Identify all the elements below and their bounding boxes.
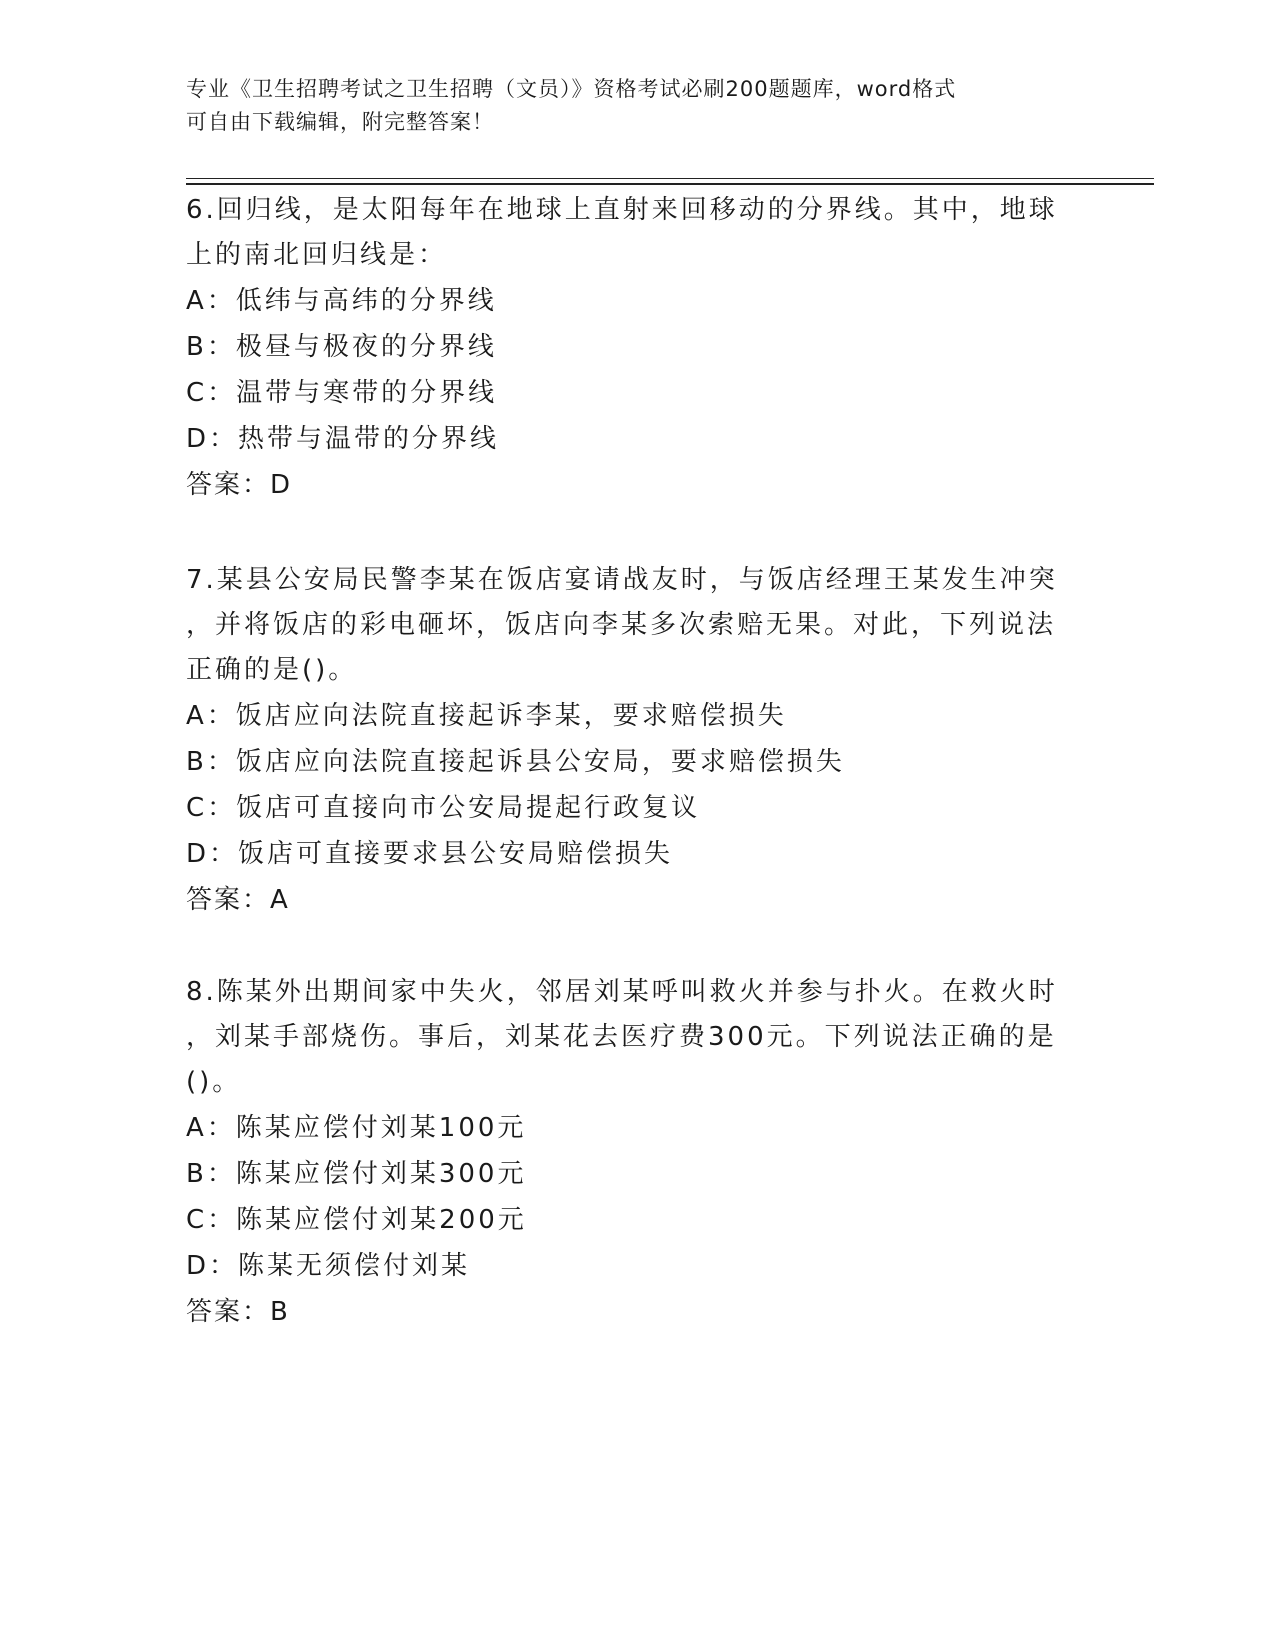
option-c: C：陈某应偿付刘某200元 [186,1205,527,1235]
header-divider-thin [186,178,1154,179]
question-stem-line: 正确的是()。 [186,655,358,685]
option-b: B：饭店应向法院直接起诉县公安局，要求赔偿损失 [186,747,845,777]
header-line-2: 可自由下载编辑，附完整答案！ [186,110,494,134]
option-b: B：陈某应偿付刘某300元 [186,1159,527,1189]
option-c: C：饭店可直接向市公安局提起行政复议 [186,793,701,823]
option-a: A：饭店应向法院直接起诉李某，要求赔偿损失 [186,701,787,731]
question-stem-line: 8.陈某外出期间家中失火，邻居刘某呼叫救火并参与扑火。在救火时 [186,977,1058,1007]
header-divider-thick [186,183,1154,185]
option-c: C：温带与寒带的分界线 [186,378,498,408]
question-stem-line: ，并将饭店的彩电砸坏，饭店向李某多次索赔无果。对此，下列说法 [186,610,1057,640]
answer-line: 答案：D [186,470,293,500]
option-b: B：极昼与极夜的分界线 [186,332,497,362]
question-block [186,970,1066,1335]
option-d: D：陈某无须偿付刘某 [186,1251,471,1281]
option-d: D：饭店可直接要求县公安局赔偿损失 [186,839,674,869]
question-stem [186,558,1066,693]
answer-line: 答案：B [186,1297,290,1327]
question-stem [186,188,1066,278]
question-stem-line: 7.某县公安局民警李某在饭店宴请战友时，与饭店经理王某发生冲突 [186,565,1058,595]
option-a: A：低纬与高纬的分界线 [186,286,497,316]
header-line-1: 专业《卫生招聘考试之卫生招聘（文员）》资格考试必刷200题题库，word格式 [186,77,957,101]
document-header [186,73,1066,139]
question-stem-line: 上的南北回归线是： [186,240,448,270]
option-a: A：陈某应偿付刘某100元 [186,1113,527,1143]
question-stem-line: 6.回归线，是太阳每年在地球上直射来回移动的分界线。其中，地球 [186,195,1058,225]
question-stem-line: ()。 [186,1067,242,1097]
option-d: D：热带与温带的分界线 [186,424,500,454]
question-stem [186,970,1066,1105]
question-stem-line: ，刘某手部烧伤。事后，刘某花去医疗费300元。下列说法正确的是 [186,1022,1057,1052]
answer-line: 答案：A [186,885,290,915]
question-block [186,188,1066,508]
question-block [186,558,1066,923]
